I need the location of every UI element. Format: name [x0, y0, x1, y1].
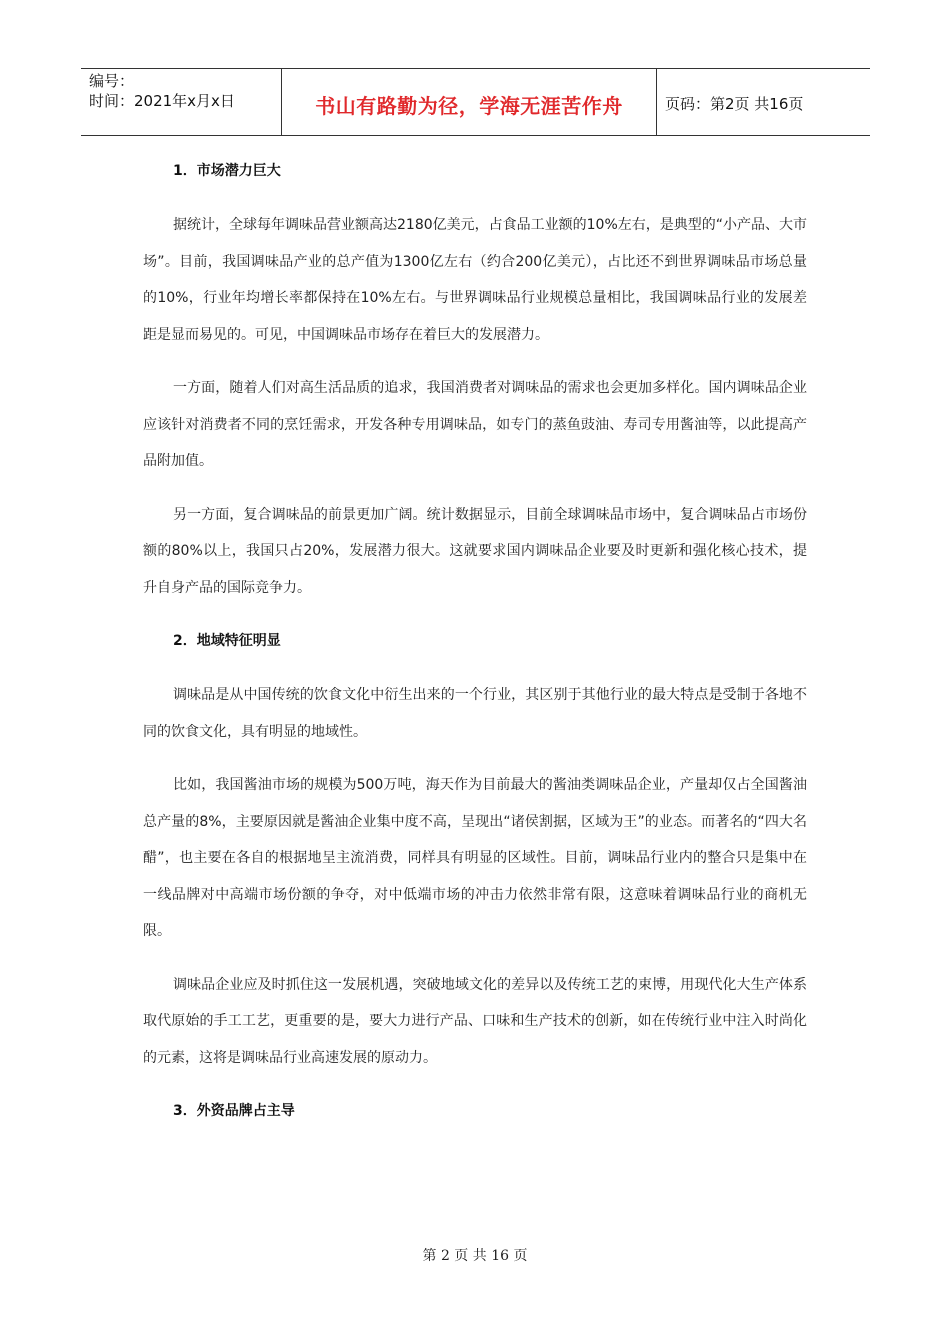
document-number-label: 编号：	[89, 72, 135, 90]
document-header	[81, 68, 870, 136]
header-page-cell	[657, 69, 870, 135]
paragraph: 据统计，全球每年调味品营业额高达2180亿美元，占食品工业额的10%左右，是典型的“小产品、大市场”。目前，我国调味品产业的总产值为1300亿左右（约合200亿美元），占比还不到世界调味品市场总量的10%，行业年均增长率都保持在10%左右。与世界调味品行业规模总量相比，我国调味品行业的发展差距是显而易见的。可见，中国调味品市场存在着巨大的发展潜力。	[143, 217, 807, 343]
page-footer: 第 2 页 共 16 页	[422, 1248, 528, 1264]
header-page-info: 页码：第2页 共16页	[665, 94, 804, 113]
section-heading-3: 3．外资品牌占主导	[173, 1103, 295, 1119]
section-heading-2: 2．地域特征明显	[173, 633, 281, 649]
paragraph: 调味品企业应及时抓住这一发展机遇，突破地域文化的差异以及传统工艺的束博，用现代化大生产体系取代原始的手工工艺，更重要的是，要大力进行产品、口味和生产技术的创新，如在传统行业中注入时尚化的元素，这将是调味品行业高速发展的原动力。	[143, 976, 807, 1066]
header-motto-cell	[282, 69, 657, 135]
paragraph: 比如，我国酱油市场的规模为500万吨，海天作为目前最大的酱油类调味品企业，产量却仅占全国酱油总产量的8%，主要原因就是酱油企业集中度不高，呈现出“诸侯割据，区域为王”的业态。而著名的“四大名醋”，也主要在各自的根据地呈主流消费，同样具有明显的区域性。目前，调味品行业内的整合只是集中在一线品牌对中高端市场份额的争夺，对中低端市场的冲击力依然非常有限，这意味着调味品行业的商机无限。	[143, 777, 807, 939]
header-meta-cell	[81, 69, 282, 135]
header-motto: 书山有路勤为径，学海无涯苦作舟	[315, 93, 623, 118]
paragraph: 调味品是从中国传统的饮食文化中衍生出来的一个行业，其区别于其他行业的最大特点是受制于各地不同的饮食文化，具有明显的地域性。	[143, 687, 807, 740]
section-heading-1: 1．市场潜力巨大	[173, 163, 281, 179]
document-body	[143, 153, 807, 1129]
paragraph: 另一方面，复合调味品的前景更加广阔。统计数据显示，目前全球调味品市场中，复合调味品占市场份额的80%以上，我国只占20%，发展潜力很大。这就要求国内调味品企业要及时更新和强化核心技术，提升自身产品的国际竞争力。	[143, 506, 807, 596]
paragraph: 一方面，随着人们对高生活品质的追求，我国消费者对调味品的需求也会更加多样化。国内调味品企业应该针对消费者不同的烹饪需求，开发各种专用调味品，如专门的蒸鱼豉油、寿司专用酱油等，以此提高产品附加值。	[143, 380, 807, 469]
document-time-label: 时间：2021年x月x日	[89, 92, 235, 110]
